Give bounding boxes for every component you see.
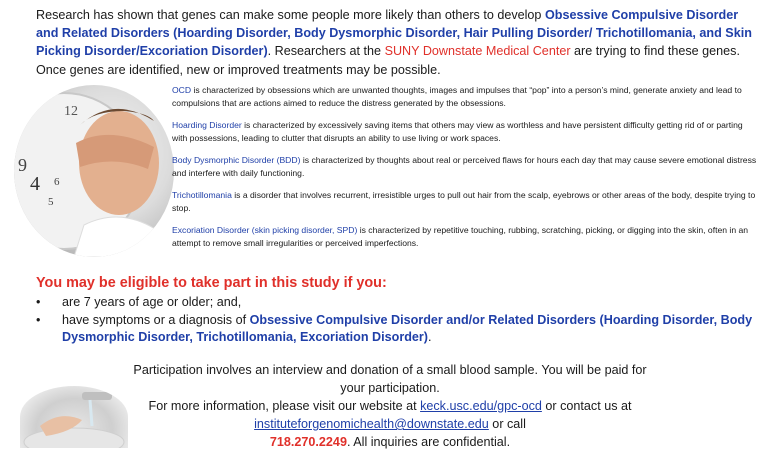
confidential-note: . All inquiries are confidential. — [346, 435, 511, 449]
definition-term: Trichotillomania — [172, 190, 232, 200]
definition-term: Hoarding Disorder — [172, 120, 242, 130]
contact-mid: or contact us at — [541, 399, 632, 413]
definition-bdd — [172, 154, 760, 180]
definition-term: Excoriation Disorder (skin picking disorder, SPD) — [172, 225, 358, 235]
contact-line — [120, 397, 660, 415]
man-shirt — [74, 217, 164, 257]
definition-text: is characterized by thoughts about real or perceived flaws for hours each day that may cause severe emotional distress and interfere with daily functioning. — [172, 155, 757, 178]
definition-text: is characterized by repetitive touching, rubbing, scratching, picking, or digging into the skin, often in an attempt to remove small irregularities or perceived imperfections. — [172, 225, 749, 248]
water-stream — [90, 400, 92, 426]
definition-text: is a disorder that involves recurrent, irresistible urges to pull out hair from the scalp, eyebrows or other areas of the body, despite trying to stop. — [172, 190, 756, 213]
eligibility-heading: You may be eligible to take part in this study if you: — [36, 275, 387, 291]
contact-prefix: For more information, please visit our website at — [148, 399, 421, 413]
clock-numeral-5: 5 — [48, 196, 54, 208]
criteria-suffix: . — [428, 330, 432, 344]
email-link[interactable]: instituteforgenomichealth@downstate.edu — [254, 417, 489, 431]
eligibility-criteria — [36, 294, 756, 347]
distressed-man-illustration — [14, 85, 174, 257]
definition-trichotillomania — [172, 189, 760, 215]
intro-text-3: are trying to find these genes. Once genes are identified, new or improved treatments may be possible. — [36, 44, 740, 77]
participation-section — [120, 361, 660, 451]
bullet-icon: • — [36, 312, 41, 327]
clock-numeral-9: 9 — [18, 155, 27, 175]
definition-term: Body Dysmorphic Disorder (BDD) — [172, 155, 301, 165]
participation-text: Participation involves an interview and donation of a small blood sample. You will be paid for your participation. — [133, 363, 647, 395]
phone-number[interactable]: 718.270.2249 — [269, 435, 347, 449]
phone-line — [120, 433, 660, 451]
definition-term: OCD — [172, 85, 192, 95]
criteria-item-diagnosis — [36, 312, 756, 347]
sink-basin — [24, 428, 124, 448]
hand-washing-photo — [20, 386, 128, 448]
criteria-disorders: Obsessive Compulsive Disorder and/or Related Disorders (Hoarding Disorder, Body Dysmorphic Disorder, Trichotillomania, Excoriation Disorder) — [62, 312, 753, 344]
intro-disorders: Obsessive Compulsive Disorder and Related Disorders (Hoarding Disorder, Body Dysmorphic Disorder, Hair Pulling Disorder/ Trichotillomania, and Skin Picking Disorder/Excoriation Disorder) — [36, 8, 752, 59]
call-text: or call — [488, 417, 526, 431]
criteria-text: have symptoms or a diagnosis of — [62, 312, 250, 327]
intro-center: SUNY Downstate Medical Center — [384, 44, 571, 59]
criteria-text: are 7 years of age or older; and, — [62, 295, 242, 309]
intro-paragraph — [36, 6, 756, 79]
definition-text: is characterized by excessively saving items that others may view as worthless and have persistent difficulty getting rid of or parting with possessions, leading to clutter that disrupts an ability to use living or work spaces. — [172, 120, 743, 143]
clock-numeral-4: 4 — [30, 173, 40, 195]
clock-numeral-12: 12 — [64, 104, 78, 119]
criteria-item-age — [36, 294, 756, 312]
definitions-list — [172, 84, 760, 259]
hand-washing-illustration — [20, 386, 128, 448]
clock-numeral-6: 6 — [54, 176, 60, 188]
intro-text-1: Research has shown that genes can make some people more likely than others to develop — [36, 8, 545, 22]
definition-hoarding — [172, 119, 760, 145]
intro-text-2: . Researchers at the — [267, 44, 385, 59]
definition-ocd — [172, 84, 760, 110]
faucet — [82, 392, 112, 400]
definition-text: is characterized by obsessions which are unwanted thoughts, images and impulses that “pop” into a person’s mind, generate anxiety and lead to compulsions that are actions aimed to reduce the distress generated by the obsessions. — [172, 85, 742, 108]
bullet-icon: • — [36, 295, 41, 309]
definition-excoriation — [172, 224, 760, 250]
distressed-man-photo — [14, 85, 174, 257]
email-line — [120, 415, 660, 433]
website-link[interactable]: keck.usc.edu/gpc-ocd — [420, 399, 542, 413]
